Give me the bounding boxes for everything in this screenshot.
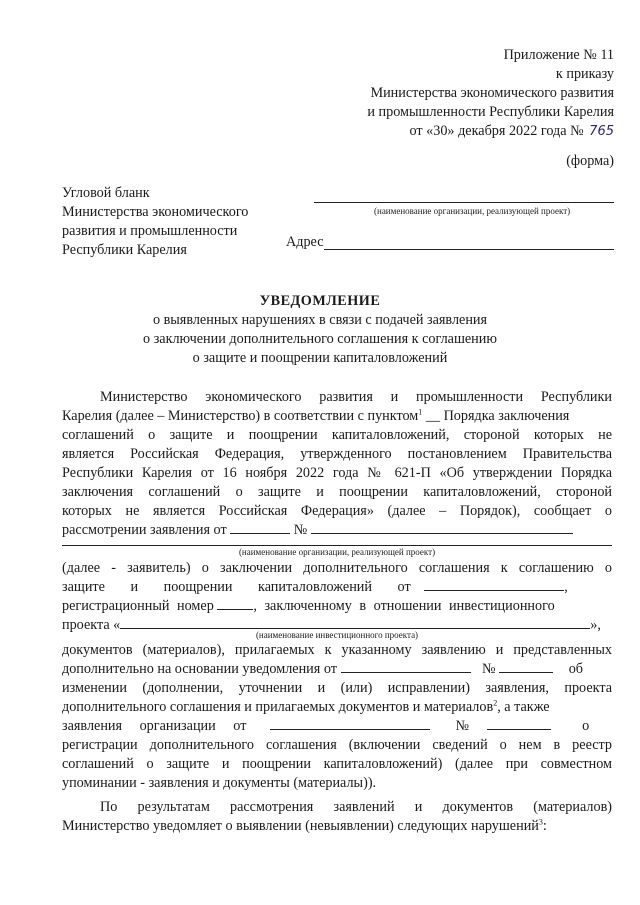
p1-line-4: является Российская Федерация, утвержденного постановлением Правительства <box>62 446 612 462</box>
p1-line-6: заключения соглашений о защите и поощрении капиталовложений, стороной <box>62 484 612 500</box>
ministry-line-1: Министерства экономического развития <box>370 85 614 101</box>
org-application-date-field[interactable] <box>270 729 430 730</box>
p3-line-7: соглашений о защите и поощрении капиталовложений) (далее при совместном <box>62 756 612 772</box>
address-line <box>324 249 614 250</box>
address-label: Адрес <box>286 234 324 250</box>
project-caption: (наименование инвестиционного проекта) <box>255 630 419 640</box>
p2-line-1: (далее - заявитель) о заключении дополнительного соглашения к соглашению о <box>62 560 612 576</box>
p2-line-4a: проекта « <box>62 617 121 633</box>
footnote-2: 2 <box>493 698 498 708</box>
document-title <box>0 292 640 368</box>
blank-line-2: Министерства экономического <box>62 204 249 220</box>
p3-line-2c: об <box>568 661 583 677</box>
blank-line-4: Республики Карелия <box>62 242 187 258</box>
p1-line-8b: № <box>293 522 308 538</box>
order-date-line <box>274 122 614 141</box>
footnote-1: 1 <box>418 407 423 417</box>
title-sub-1: о выявленных нарушениях в связи с подачей заявления <box>152 312 488 328</box>
p1-line-7: которых не является Российская Федерация» (далее – Порядок), сообщает о <box>62 503 612 519</box>
registration-number-field[interactable] <box>217 609 253 610</box>
p2-line-2a: защите и поощрении капиталовложений от <box>62 579 411 595</box>
p2-line-3 <box>62 597 612 616</box>
blank-line-1: Угловой бланк <box>62 185 150 201</box>
blank-line-3: развития и промышленности <box>62 223 238 239</box>
p4-line-2a: Министерство уведомляет о выявлении (невыявлении) следующих нарушений <box>62 818 539 834</box>
appendix-header <box>274 46 614 141</box>
p1-line-3: соглашений о защите и поощрении капиталовложений, стороной которых не <box>62 427 612 443</box>
recipient-org-line <box>314 202 614 203</box>
application-number-field[interactable] <box>311 533 573 534</box>
footnote-3: 3 <box>538 817 543 827</box>
applicant-org-caption: (наименование организации, реализующей проект) <box>238 547 436 557</box>
applicant-org-line <box>62 545 612 546</box>
application-date-field[interactable] <box>230 533 290 534</box>
p2-line-3b: , заключенному в отношении инвестиционного <box>253 598 555 614</box>
p1-line-5: Республики Карелия от 16 ноября 2022 года № 621-П «Об утверждении Порядка <box>62 465 612 481</box>
p1-line-2a: Карелия (далее – Министерство) в соответствии с пунктом <box>62 408 419 424</box>
p3-line-1: документов (материалов), прилагаемых к указанному заявлению и представленных <box>62 642 612 658</box>
p3-line-2 <box>62 660 612 679</box>
org-application-number-field[interactable] <box>487 729 551 730</box>
p1-line-2b: __ Порядка заключения <box>425 408 570 424</box>
recipient-org-caption: (наименование организации, реализующей проект) <box>374 206 571 216</box>
form-label: (форма) <box>566 153 614 169</box>
p3-line-5 <box>62 717 612 736</box>
appendix-number: Приложение № 11 <box>503 47 614 63</box>
agreement-date-field[interactable] <box>424 590 564 591</box>
title-sub-2: о заключении дополнительного соглашения к соглашению <box>143 331 497 347</box>
p3-line-5a: заявления организации от <box>62 718 247 734</box>
p2-line-4b: », <box>590 617 601 633</box>
ministry-line-2: и промышленности Республики Карелия <box>367 104 614 120</box>
p2-line-2b: , <box>564 579 568 595</box>
p3-line-5b: № <box>455 718 470 734</box>
p1-line-8a: рассмотрении заявления от <box>62 522 227 538</box>
p4-line-1: По результатам рассмотрения заявлений и документов (материалов) <box>100 799 612 815</box>
order-number: 765 <box>589 124 614 139</box>
p3-line-4 <box>62 698 612 717</box>
notice-date-field[interactable] <box>341 672 471 673</box>
project-name-field[interactable] <box>120 628 590 629</box>
p3-line-2b: № <box>482 661 496 677</box>
p3-line-3: изменении (дополнении, уточнении и (или) исправлении) заявления, проекта <box>62 680 612 696</box>
p1-line-8 <box>62 521 612 540</box>
p3-line-5c: о <box>582 718 590 734</box>
p3-line-6: регистрации дополнительного соглашения (включении сведений о нем в реестр <box>62 737 612 753</box>
p3-line-4b: , а также <box>497 699 550 715</box>
title-main: УВЕДОМЛЕНИЕ <box>259 293 381 309</box>
p4-line-2b: : <box>542 818 547 834</box>
title-sub-3: о защите и поощрении капиталовложений <box>192 350 448 366</box>
p1-line-2 <box>62 407 612 426</box>
order-date: от «30» декабря 2022 года № <box>409 123 584 139</box>
p3-line-2a: дополнительно на основании уведомления от <box>62 661 337 677</box>
p3-line-4a: дополнительного соглашения и прилагаемых документов и материалов <box>62 699 494 715</box>
p1-line-1: Министерство экономического развития и промышленности Республики <box>100 389 612 405</box>
p2-line-3a: регистрационный номер <box>62 598 214 614</box>
p2-line-2 <box>62 578 612 597</box>
corner-blank <box>62 184 248 260</box>
p3-line-8: упоминании - заявления и документы (материалы)). <box>62 775 377 791</box>
notice-number-field[interactable] <box>499 672 553 673</box>
p4-line-2 <box>62 817 612 836</box>
to-order: к приказу <box>555 66 614 82</box>
